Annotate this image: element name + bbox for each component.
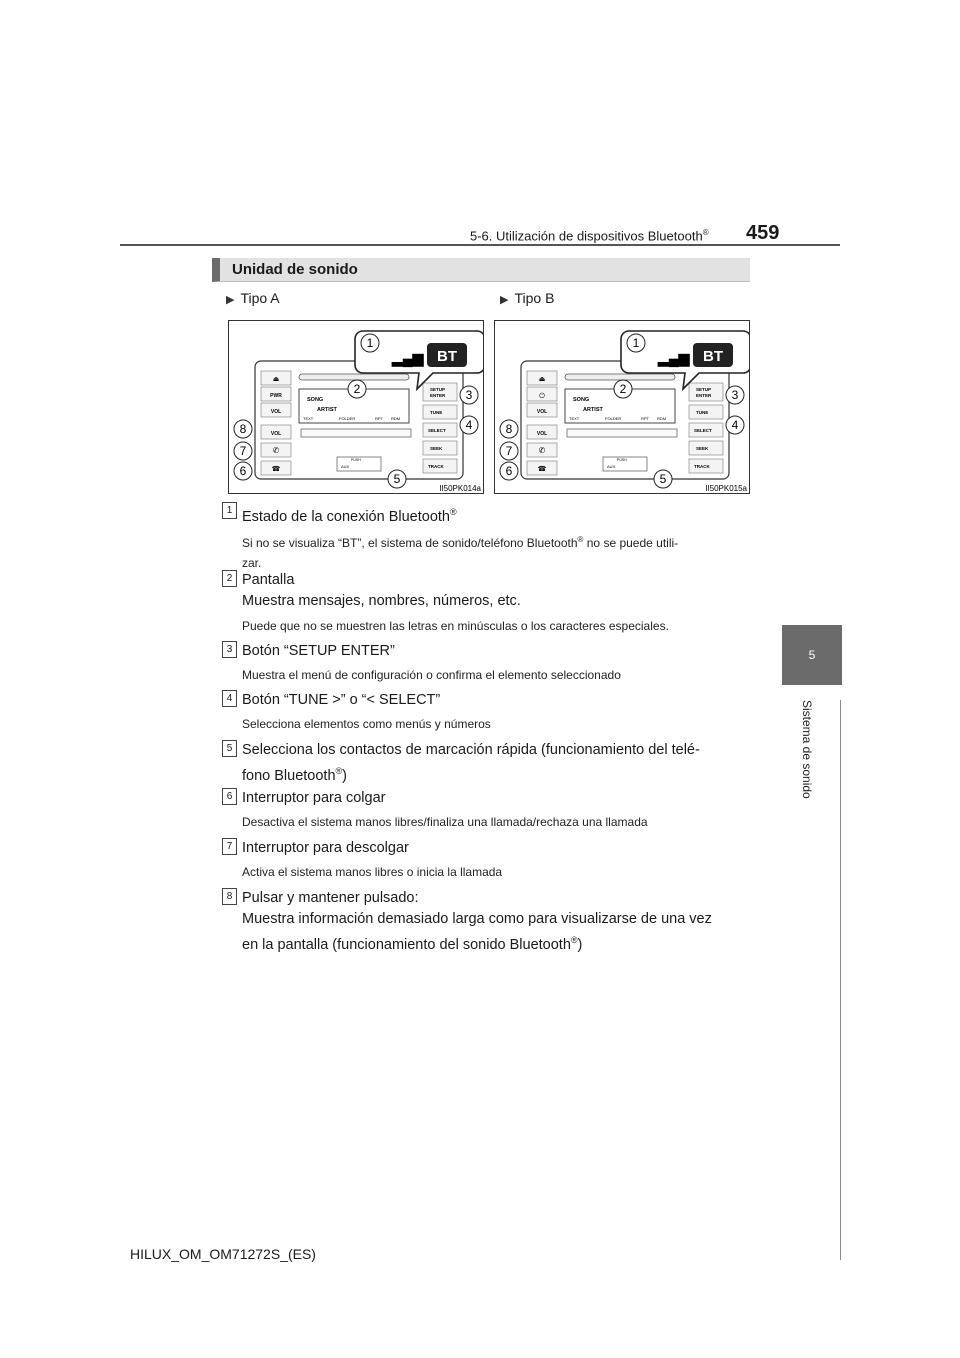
figure-code-a: II50PK014a	[439, 484, 481, 493]
item-title-text: Pantalla	[242, 572, 295, 588]
reg-mark: ®	[577, 535, 584, 544]
callout-4-text: 4	[465, 418, 473, 432]
power-icon: ⏻	[539, 393, 545, 400]
setup-enter-button	[689, 383, 723, 401]
track-label: TRACK	[694, 464, 710, 469]
select-label: SELECT	[428, 428, 446, 433]
type-b-label	[500, 290, 554, 306]
section-title: Unidad de sonido	[232, 261, 358, 278]
pick-up-icon: ✆	[272, 446, 280, 455]
running-header	[470, 228, 709, 243]
figure-code-b: II50PK015a	[705, 484, 747, 493]
figure-type-a	[228, 320, 484, 494]
callout-2-text: 2	[619, 382, 627, 396]
item-number: 2	[222, 570, 237, 587]
select-label: SELECT	[694, 428, 712, 433]
item-title: Interruptor para colgar	[242, 790, 386, 806]
vol-down-label: VOL	[270, 431, 282, 437]
hang-up-icon: ☎	[537, 466, 547, 473]
desc-part-c: zar.	[242, 556, 262, 570]
callout-5-text: 5	[393, 472, 401, 486]
preset-buttons	[301, 429, 411, 437]
desc-part-a: Si no se visualiza “BT”, el sistema de sonido/teléfono Bluetooth	[242, 536, 578, 550]
item-title-close: )	[577, 936, 583, 953]
item-number: 3	[222, 641, 237, 658]
display-rpt: RPT	[641, 416, 649, 421]
callout-7-text: 7	[505, 444, 513, 458]
display-song: SONG	[307, 397, 324, 403]
item-title-line2: fono Bluetooth	[242, 767, 336, 784]
type-a-label	[226, 290, 280, 306]
page-number: 459	[746, 222, 780, 244]
callout-1-text: 1	[632, 336, 640, 350]
vol-up-label: VOL	[270, 409, 282, 415]
vol-down-label: VOL	[536, 431, 548, 437]
item-title-text: Estado de la conexión Bluetooth	[242, 508, 450, 525]
item-title-line3: en la pantalla (funcionamiento del sonido Bluetooth	[242, 936, 571, 953]
item-number: 7	[222, 838, 237, 855]
callout-3-text: 3	[731, 388, 739, 402]
tune-label: TUNE	[430, 410, 443, 415]
item-title-line1: Pulsar y mantener pulsado:	[242, 890, 419, 906]
enter-label: ENTER	[696, 393, 712, 398]
item-description: Muestra el menú de configuración o confirma el elemento seleccionado	[242, 668, 621, 682]
callout-8-text: 8	[505, 422, 513, 436]
item-title	[242, 888, 752, 956]
item-title: Botón “SETUP ENTER”	[242, 643, 395, 659]
reg-mark: ®	[449, 507, 457, 517]
reg-mark: ®	[570, 935, 578, 945]
audio-unit-diagram-a	[229, 321, 484, 494]
desc-part-b: no se puede utili-	[583, 536, 679, 550]
callout-2-text: 2	[353, 382, 361, 396]
callout-4-text: 4	[731, 418, 739, 432]
aux-label: AUX	[607, 464, 616, 469]
header-rule	[120, 244, 840, 246]
item-title-line2: Muestra mensajes, nombres, números, etc.	[242, 593, 521, 609]
display-rpt: RPT	[375, 416, 383, 421]
item-title: Botón “TUNE >” o “< SELECT”	[242, 692, 441, 708]
chapter-label: Sistema de sonido	[800, 700, 814, 799]
type-b-text: Tipo B	[514, 290, 555, 306]
item-title	[242, 502, 752, 528]
item-description: Puede que no se muestren las letras en minúsculas o los caracteres especiales.	[242, 619, 669, 633]
vol-up-label: VOL	[536, 409, 548, 415]
header-section: 5-6. Utilización de dispositivos Bluetooth	[470, 228, 703, 244]
callout-1-text: 1	[366, 336, 374, 350]
callout-8-text: 8	[239, 422, 247, 436]
footer-document-code: HILUX_OM_OM71272S_(ES)	[130, 1246, 316, 1262]
display-song: SONG	[573, 397, 590, 403]
track-label: TRACK	[428, 464, 444, 469]
callout-5-text: 5	[659, 472, 667, 486]
item-title	[242, 570, 752, 612]
eject-icon: ⏏	[538, 376, 546, 383]
display-artist: ARTIST	[583, 407, 603, 413]
signal-bars-icon: ▂▄▆	[658, 350, 690, 366]
seek-label: SEEK	[696, 446, 709, 451]
display-folder: FOLDER	[605, 416, 622, 421]
setup-label: SETUP	[430, 387, 446, 392]
item-title	[242, 740, 752, 787]
chapter-tab: 5	[782, 625, 842, 685]
aux-label: AUX	[341, 464, 350, 469]
item-title-close: )	[342, 767, 348, 784]
push-label: PUSH	[617, 458, 627, 462]
signal-bars-icon: ▂▄▆	[392, 350, 424, 366]
header-reg-mark: ®	[702, 228, 709, 237]
power-label: PWR	[270, 393, 282, 399]
item-title: Interruptor para descolgar	[242, 840, 409, 856]
eject-icon: ⏏	[272, 376, 280, 383]
bt-badge-text: BT	[437, 348, 457, 365]
item-description: Selecciona elementos como menús y números	[242, 717, 491, 731]
hang-up-icon: ☎	[271, 466, 281, 473]
item-number: 6	[222, 788, 237, 805]
item-description: Activa el sistema manos libres o inicia la llamada	[242, 865, 503, 879]
callout-6-text: 6	[505, 464, 513, 478]
disc-slot	[565, 374, 675, 380]
triangle-bullet-icon: ▶	[500, 294, 509, 306]
section-heading-bar	[212, 258, 750, 282]
triangle-bullet-icon: ▶	[226, 294, 235, 306]
figure-type-b	[494, 320, 750, 494]
audio-unit-diagram-b	[495, 321, 750, 494]
reg-mark: ®	[335, 766, 343, 776]
seek-label: SEEK	[430, 446, 443, 451]
display-text: TEXT	[569, 416, 580, 421]
type-a-text: Tipo A	[240, 290, 280, 306]
enter-label: ENTER	[430, 393, 446, 398]
setup-enter-button	[423, 383, 457, 401]
bt-badge-text: BT	[703, 348, 723, 365]
display-rdm: RDM	[391, 416, 401, 421]
side-divider	[840, 700, 841, 1260]
item-title-line2: Muestra información demasiado larga como para visualizarse de una vez	[242, 911, 712, 927]
disc-slot	[299, 374, 409, 380]
callout-7-text: 7	[239, 444, 247, 458]
pick-up-icon: ✆	[538, 446, 546, 455]
tune-label: TUNE	[696, 410, 709, 415]
display-folder: FOLDER	[339, 416, 356, 421]
preset-buttons	[567, 429, 677, 437]
item-description	[242, 530, 750, 573]
setup-label: SETUP	[696, 387, 712, 392]
item-number: 1	[222, 502, 237, 519]
item-number: 5	[222, 740, 237, 757]
item-description: Desactiva el sistema manos libres/finaliza una llamada/rechaza una llamada	[242, 815, 648, 829]
item-number: 4	[222, 690, 237, 707]
display-artist: ARTIST	[317, 407, 337, 413]
callout-6-text: 6	[239, 464, 247, 478]
item-title-line1: Selecciona los contactos de marcación rápida (funcionamiento del telé-	[242, 742, 700, 758]
callout-3-text: 3	[465, 388, 473, 402]
display-text: TEXT	[303, 416, 314, 421]
push-label: PUSH	[351, 458, 361, 462]
display-rdm: RDM	[657, 416, 667, 421]
item-number: 8	[222, 888, 237, 905]
